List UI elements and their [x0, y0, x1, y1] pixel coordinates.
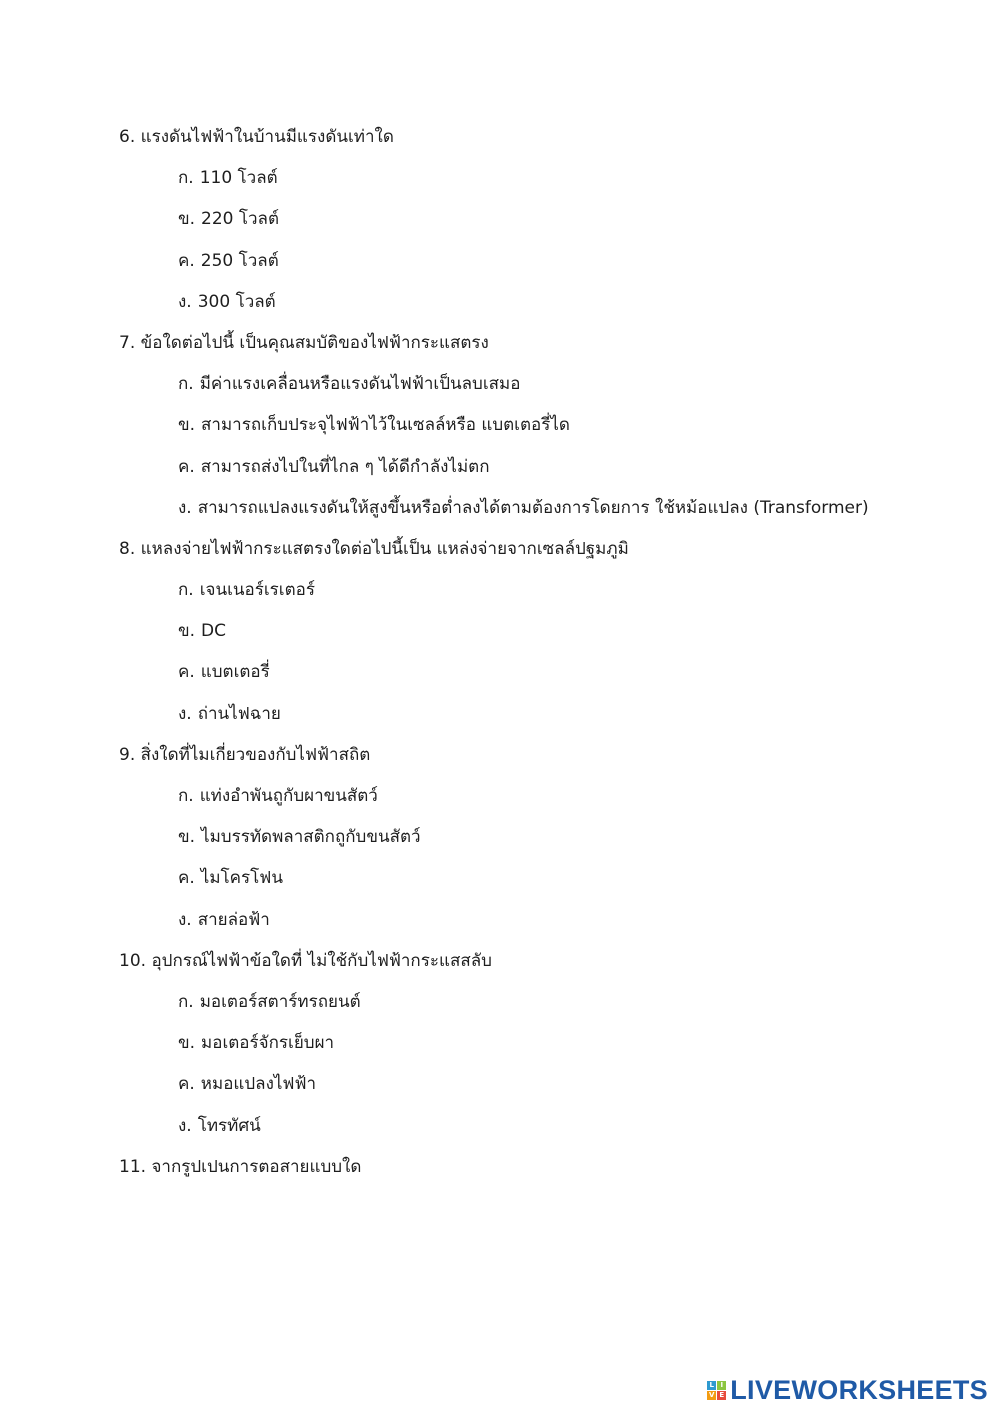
worksheet	[0, 117, 1000, 1188]
option-letter: ข.	[178, 827, 196, 848]
option-letter: ง.	[178, 909, 192, 930]
option-letter: ง.	[178, 1115, 192, 1136]
logo-cell: E	[717, 1391, 726, 1400]
brand-name: LIVEWORKSHEETS	[730, 1375, 988, 1405]
options-list	[0, 776, 1000, 941]
option-letter: ก.	[178, 168, 194, 189]
question-8	[0, 529, 1000, 735]
option-letter: ก.	[178, 580, 194, 601]
answer-option[interactable]	[0, 405, 1000, 446]
logo-cell: I	[717, 1381, 726, 1390]
option-letter: ก.	[178, 374, 194, 395]
answer-option[interactable]	[0, 817, 1000, 858]
question-text: 7. ข้อใดต่อไปนี้ เป็นคุณสมบัติของไฟฟ้ากระแสตรง	[119, 332, 489, 353]
option-letter: ง.	[178, 497, 192, 518]
answer-option[interactable]	[0, 241, 1000, 282]
option-letter: ค.	[178, 1074, 195, 1095]
logo-cell: L	[707, 1381, 716, 1390]
option-letter: ค.	[178, 456, 195, 477]
option-letter: ง.	[178, 703, 192, 724]
question-text: 11. จากรูปเปนการตอสายแบบใด	[119, 1156, 362, 1177]
option-text: 300 โวลต์	[197, 291, 276, 312]
option-text: สามารถเก็บประจุไฟฟ้าไว้ในเซลล์หรือ แบตเตอรี่ได	[201, 415, 570, 436]
option-text: ไมบรรทัดพลาสติกถูกับขนสัตว์	[201, 827, 421, 848]
option-text: 110 โวลต์	[199, 168, 278, 189]
options-list	[0, 982, 1000, 1147]
question-11	[0, 1147, 1000, 1188]
answer-option[interactable]	[0, 694, 1000, 735]
option-text: สามารถแปลงแรงดันให้สูงขึ้นหรือต่ำลงได้ตามต้องการโดยการ ใช้หม้อแปลง (Transformer)	[197, 497, 869, 518]
question-text: 9. สิ่งใดที่ไมเกี่ยวของกับไฟฟ้าสถิต	[119, 744, 371, 765]
option-text: DC	[201, 621, 226, 642]
option-text: สามารถส่งไปในที่ไกล ๆ ได้ดีกำลังไม่ตก	[200, 456, 490, 477]
option-text: มอเตอร์จักรเย็บผา	[201, 1033, 335, 1054]
option-letter: ค.	[178, 662, 195, 683]
answer-option[interactable]	[0, 900, 1000, 941]
option-text: 250 โวลต์	[200, 250, 279, 271]
question-9	[0, 735, 1000, 941]
liveworksheets-logo	[707, 1375, 988, 1406]
question-10	[0, 941, 1000, 1147]
option-letter: ค.	[178, 868, 195, 889]
question-list	[0, 117, 1000, 1188]
option-text: ไมโครโฟน	[200, 868, 283, 889]
answer-option[interactable]	[0, 982, 1000, 1023]
answer-option[interactable]	[0, 1023, 1000, 1064]
option-text: เจนเนอร์เรเตอร์	[199, 580, 316, 601]
option-text: 220 โวลต์	[201, 209, 280, 230]
option-text: มอเตอร์สตาร์ทรถยนต์	[199, 991, 361, 1012]
question-text: 10. อุปกรณ์ไฟฟ้าข้อใดที่ ไม่ใช้กับไฟฟ้ากระแสสลับ	[119, 950, 492, 971]
option-letter: ค.	[178, 250, 195, 271]
option-text: สายล่อฟ้า	[197, 909, 270, 930]
question-text: 8. แหลงจ่ายไฟฟ้ากระแสตรงใดต่อไปนี้เป็น แหล่งจ่ายจากเซลล์ปฐมภูมิ	[119, 538, 629, 559]
options-list	[0, 158, 1000, 323]
option-letter: ข.	[178, 209, 196, 230]
option-letter: ข.	[178, 415, 196, 436]
answer-option[interactable]	[0, 1064, 1000, 1105]
option-letter: ข.	[178, 1033, 196, 1054]
question-text: 6. แรงดันไฟฟ้าในบ้านมีแรงดันเท่าใด	[119, 127, 394, 147]
answer-option[interactable]	[0, 447, 1000, 488]
question-7	[0, 323, 1000, 529]
option-letter: ก.	[178, 786, 194, 806]
answer-option[interactable]	[0, 488, 1000, 529]
option-text: หมอแปลงไฟฟ้า	[200, 1074, 317, 1095]
answer-option[interactable]	[0, 282, 1000, 323]
option-text: แท่งอำพันถูกับผาขนสัตว์	[199, 786, 378, 806]
logo-icon	[707, 1381, 726, 1400]
option-letter: ข.	[178, 621, 196, 642]
answer-option[interactable]	[0, 364, 1000, 405]
option-letter: ก.	[178, 991, 194, 1012]
option-text: มีค่าแรงเคลื่อนหรือแรงดันไฟฟ้าเป็นลบเสมอ	[199, 374, 521, 395]
answer-option[interactable]	[0, 570, 1000, 611]
answer-option[interactable]	[0, 1106, 1000, 1147]
answer-option[interactable]	[0, 158, 1000, 199]
option-text: ถ่านไฟฉาย	[197, 703, 281, 724]
option-text: แบตเตอรี่	[200, 662, 270, 683]
option-letter: ง.	[178, 291, 192, 312]
options-list	[0, 364, 1000, 529]
answer-option[interactable]	[0, 858, 1000, 899]
options-list	[0, 570, 1000, 735]
question-6	[0, 117, 1000, 323]
answer-option[interactable]	[0, 199, 1000, 240]
option-text: โทรทัศน์	[197, 1115, 261, 1136]
logo-cell: V	[709, 1391, 715, 1399]
answer-option[interactable]	[0, 652, 1000, 693]
answer-option[interactable]	[0, 611, 1000, 652]
answer-option[interactable]	[0, 776, 1000, 817]
